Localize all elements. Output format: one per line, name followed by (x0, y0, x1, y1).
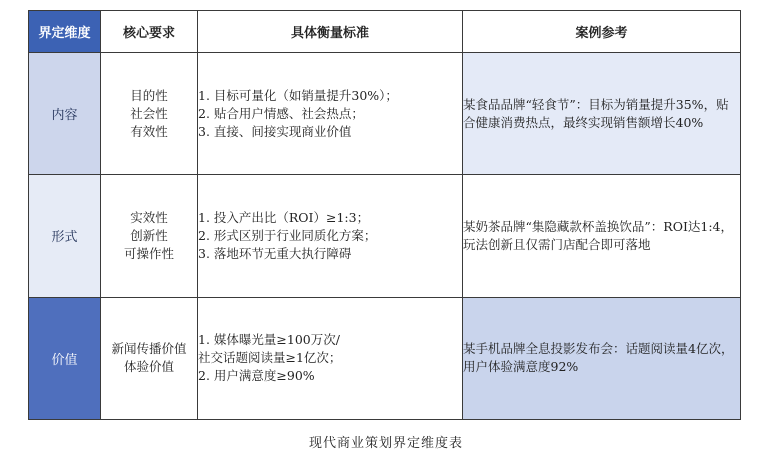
core-item: 可操作性 (123, 245, 174, 261)
case-cell (463, 175, 741, 297)
standard-cell (198, 53, 463, 175)
core-requirements-cell (101, 53, 198, 175)
header-row (29, 11, 741, 53)
standard-item: 2. 贴合用户情感、社会热点； (198, 105, 364, 121)
standard-item: 1. 目标可量化（如销量提升30%）； (198, 87, 398, 103)
dimension-table (28, 10, 741, 420)
standard-cell (198, 175, 463, 297)
core-item: 体验价值 (123, 359, 174, 375)
core-requirements-cell (101, 175, 198, 297)
standard-item: 1. 媒体曝光量≥100万次/ (198, 332, 340, 348)
standard-item: 3. 落地环节无重大执行障碍 (198, 245, 352, 261)
table-row-content (29, 53, 741, 175)
standard-item: 1. 投入产出比（ROI）≥1:3； (198, 209, 370, 225)
standard-item: 2. 用户满意度≥90% (198, 368, 315, 384)
header-standard: 具体衡量标准 (198, 11, 463, 53)
table-row-form (29, 175, 741, 297)
dimension-cell: 内容 (29, 53, 101, 175)
standard-item: 3. 直接、间接实现商业价值 (198, 123, 352, 139)
case-text: 某奶茶品牌“集隐藏款杯盖换饮品”：ROI达1:4，玩法创新且仅需门店配合即可落地 (463, 218, 733, 252)
core-item: 创新性 (130, 227, 168, 243)
dimension-cell: 形式 (29, 175, 101, 297)
core-item: 新闻传播价值 (111, 341, 187, 357)
core-item: 有效性 (130, 123, 168, 139)
table-row-value (29, 297, 741, 419)
header-case: 案例参考 (463, 11, 741, 53)
case-text: 某食品品牌“轻食节”：目标为销量提升35%，贴合健康消费热点，最终实现销售额增长40% (463, 96, 729, 130)
standard-item: 2. 形式区别于行业同质化方案； (198, 227, 377, 243)
core-item: 社会性 (130, 105, 168, 121)
dimension-cell: 价值 (29, 297, 101, 419)
table-caption: 现代商业策划界定维度表 (308, 436, 463, 451)
case-text: 某手机品牌全息投影发布会：话题阅读量4亿次，用户体验满意度92% (463, 341, 734, 375)
core-requirements-cell (101, 297, 198, 419)
case-cell (463, 297, 741, 419)
standard-item: 社交话题阅读量≥1亿次； (198, 350, 342, 366)
core-item: 目的性 (130, 87, 168, 103)
core-item: 实效性 (130, 209, 168, 225)
standard-cell (198, 297, 463, 419)
header-core: 核心要求 (101, 11, 198, 53)
case-cell (463, 53, 741, 175)
header-dimension: 界定维度 (29, 11, 101, 53)
